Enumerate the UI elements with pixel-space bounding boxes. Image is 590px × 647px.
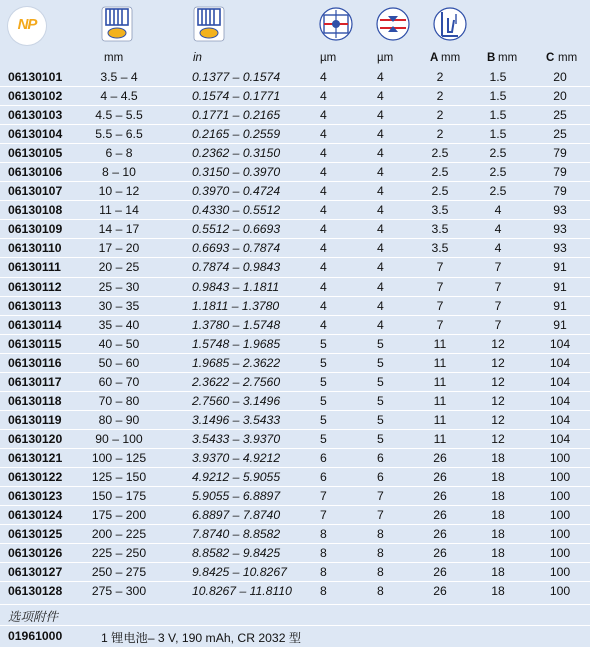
range-inch-cell: 0.9843 – 1.1811 [192, 279, 280, 294]
table-row [0, 316, 590, 335]
part-number-cell: 06130118 [8, 393, 62, 408]
dim-a-cell: 2.5 [431, 165, 449, 180]
table-row [0, 144, 590, 163]
tolerance-1-cell: 5 [320, 336, 327, 351]
dim-a-cell: 26 [433, 469, 447, 484]
range-mm-cell: 175 – 200 [91, 508, 147, 523]
tolerance-1-cell: 4 [320, 146, 327, 161]
dim-b-cell: 18 [491, 508, 505, 523]
unit-mm: mm [104, 52, 124, 64]
part-number-cell: 06130106 [8, 165, 63, 180]
range-inch-cell: 0.1771 – 0.2165 [192, 108, 281, 123]
dim-a-cell: 3.5 [431, 203, 449, 218]
dimension-abc-icon [432, 6, 468, 42]
tolerance-1-cell: 5 [320, 431, 327, 446]
tolerance-1-cell: 4 [320, 241, 327, 256]
range-inch-cell: 7.8740 – 8.8582 [192, 527, 281, 542]
dim-c-cell: 104 [549, 355, 571, 370]
range-inch-cell: 3.5433 – 3.9370 [192, 431, 281, 446]
tolerance-2-cell: 4 [377, 260, 384, 275]
part-number-cell: 06130114 [8, 317, 62, 332]
dim-a-cell: 11 [433, 374, 447, 389]
range-inch-cell: 3.9370 – 4.9212 [192, 450, 281, 465]
optional-row-separator [0, 625, 590, 626]
tolerance-2-cell: 8 [377, 546, 384, 561]
tolerance-2-cell: 5 [377, 374, 384, 389]
dim-b-cell: 1.5 [489, 127, 507, 142]
table-row [0, 182, 590, 201]
part-number-cell: 06130121 [8, 450, 63, 465]
tolerance-2-cell: 4 [377, 127, 384, 142]
unit-b-label: B [487, 52, 496, 64]
dim-b-cell: 12 [491, 355, 505, 370]
optional-accessory-row [0, 627, 590, 646]
part-number-cell: 06130109 [8, 222, 63, 237]
dim-b-cell: 18 [491, 527, 505, 542]
range-mm-cell: 200 – 225 [91, 527, 147, 542]
gauge-inch-icon [193, 6, 225, 42]
tolerance-1-cell: 4 [320, 184, 327, 199]
dim-c-cell: 100 [549, 450, 571, 465]
range-mm-cell: 4 – 4.5 [100, 89, 138, 104]
dim-a-cell: 26 [433, 546, 447, 561]
range-mm-cell: 17 – 20 [98, 241, 140, 256]
range-inch-cell: 10.8267 – 11.8110 [192, 584, 292, 599]
dim-a-cell: 2 [436, 89, 444, 104]
table-row [0, 487, 590, 506]
range-mm-cell: 8 – 10 [102, 165, 136, 180]
range-inch-cell: 1.3780 – 1.5748 [192, 317, 281, 332]
range-mm-cell: 125 – 150 [91, 469, 147, 484]
product-table [0, 68, 590, 601]
tolerance-2-cell: 5 [377, 336, 384, 351]
table-row [0, 582, 590, 601]
tolerance-1-cell: 4 [320, 89, 327, 104]
part-number-cell: 06130110 [8, 241, 62, 256]
table-row [0, 411, 590, 430]
optional-accessories-title: 选项附件 [8, 610, 59, 624]
range-inch-cell: 0.2362 – 0.3150 [192, 146, 281, 161]
dim-c-cell: 100 [549, 527, 571, 542]
tolerance-2-cell: 4 [377, 165, 384, 180]
dim-b-cell: 18 [491, 469, 505, 484]
dim-c-cell: 104 [549, 412, 571, 427]
tolerance-2-cell: 8 [377, 584, 384, 599]
dim-a-cell: 7 [436, 317, 444, 332]
tolerance-2-cell: 4 [377, 108, 384, 123]
part-number-cell: 06130113 [8, 298, 62, 313]
range-inch-cell: 2.7560 – 3.1496 [192, 393, 281, 408]
table-row [0, 525, 590, 544]
part-number-cell: 06130125 [8, 527, 63, 542]
unit-tol1: µm [320, 52, 337, 64]
unit-c-mm: mm [558, 52, 578, 64]
table-row [0, 220, 590, 239]
dim-a-cell: 2 [436, 70, 444, 84]
tolerance-1-cell: 4 [320, 317, 327, 332]
np-badge [8, 7, 46, 45]
range-inch-cell: 0.3150 – 0.3970 [192, 165, 281, 180]
tolerance-2-cell: 8 [377, 565, 384, 580]
unit-tol2: µm [377, 52, 394, 64]
range-mm-cell: 225 – 250 [91, 546, 147, 561]
dim-b-cell: 12 [491, 431, 505, 446]
table-row [0, 297, 590, 316]
dim-b-cell: 12 [491, 336, 505, 351]
table-row [0, 125, 590, 144]
table-row [0, 68, 590, 87]
range-inch-cell: 1.5748 – 1.9685 [192, 336, 281, 351]
dim-a-cell: 26 [433, 584, 447, 599]
table-row [0, 373, 590, 392]
unit-a-label: A [430, 52, 439, 64]
part-number-cell: 06130117 [8, 374, 62, 389]
dim-c-cell: 93 [553, 222, 567, 237]
tolerance-1-cell: 7 [320, 508, 327, 523]
dim-a-cell: 11 [433, 355, 447, 370]
part-number-cell: 06130102 [8, 89, 63, 104]
dim-b-cell: 2.5 [489, 184, 507, 199]
dim-a-cell: 7 [436, 279, 444, 294]
tolerance-2-cell: 4 [377, 241, 384, 256]
tolerance-2-cell: 4 [377, 146, 384, 161]
tolerance-1-cell: 5 [320, 412, 327, 427]
range-mm-cell: 60 – 70 [98, 374, 140, 389]
range-inch-cell: 5.9055 – 6.8897 [192, 489, 281, 504]
dim-b-cell: 12 [491, 412, 505, 427]
table-row [0, 335, 590, 354]
range-mm-cell: 275 – 300 [91, 584, 147, 599]
optional-part-number: 01961000 [8, 629, 63, 643]
tolerance-2-cell: 4 [377, 298, 384, 313]
part-number-cell: 06130111 [8, 260, 61, 275]
table-row [0, 563, 590, 582]
tolerance-1-cell: 4 [320, 127, 327, 142]
tolerance-2-cell: 6 [377, 450, 384, 465]
dim-a-cell: 2 [436, 108, 444, 123]
dim-b-cell: 2.5 [489, 146, 507, 161]
part-number-cell: 06130112 [8, 279, 62, 294]
dim-c-cell: 93 [553, 203, 567, 218]
part-number-cell: 06130127 [8, 565, 63, 580]
table-row [0, 430, 590, 449]
range-mm-cell: 10 – 12 [98, 184, 140, 199]
tolerance-1-cell: 5 [320, 374, 327, 389]
unit-in: in [193, 52, 202, 64]
dim-a-cell: 26 [433, 450, 447, 465]
range-mm-cell: 5.5 – 6.5 [95, 127, 143, 142]
part-number-cell: 06130101 [8, 70, 63, 84]
tolerance-2-cell: 4 [377, 222, 384, 237]
dim-b-cell: 1.5 [489, 89, 507, 104]
part-number-cell: 06130115 [8, 336, 62, 351]
table-row [0, 239, 590, 258]
range-mm-cell: 30 – 35 [98, 298, 140, 313]
dim-a-cell: 2.5 [431, 146, 449, 161]
tolerance-1-cell: 8 [320, 546, 327, 561]
gauge-mm-icon [101, 6, 133, 42]
range-inch-cell: 9.8425 – 10.8267 [192, 565, 287, 580]
dim-c-cell: 91 [553, 298, 567, 313]
range-inch-cell: 8.8582 – 9.8425 [192, 546, 281, 561]
dim-c-cell: 25 [553, 108, 567, 123]
tolerance-2-cell: 4 [377, 70, 384, 84]
dim-a-cell: 26 [433, 489, 447, 504]
dim-a-cell: 26 [433, 508, 447, 523]
tolerance-1-cell: 4 [320, 165, 327, 180]
table-row [0, 278, 590, 297]
dim-c-cell: 100 [549, 489, 571, 504]
tolerance-1-cell: 8 [320, 565, 327, 580]
dim-c-cell: 104 [549, 374, 571, 389]
table-row [0, 506, 590, 525]
dim-b-cell: 4 [494, 241, 502, 256]
dim-a-cell: 7 [436, 298, 444, 313]
dim-a-cell: 11 [433, 412, 447, 427]
dim-c-cell: 100 [549, 565, 571, 580]
part-number-cell: 06130126 [8, 546, 63, 561]
range-inch-cell: 0.2165 – 0.2559 [192, 127, 281, 142]
tolerance-2-cell: 7 [377, 508, 384, 523]
tolerance-2-cell: 5 [377, 393, 384, 408]
dim-c-cell: 104 [549, 393, 571, 408]
part-number-cell: 06130123 [8, 489, 63, 504]
range-mm-cell: 150 – 175 [91, 489, 147, 504]
dim-c-cell: 20 [553, 70, 567, 84]
dim-a-cell: 11 [433, 393, 447, 408]
dim-b-cell: 7 [494, 317, 502, 332]
dim-c-cell: 100 [549, 508, 571, 523]
dim-b-cell: 7 [494, 279, 502, 294]
tolerance-1-cell: 4 [320, 203, 327, 218]
repeatability-target-icon [375, 6, 411, 42]
range-mm-cell: 3.5 – 4 [100, 70, 138, 84]
tolerance-1-cell: 4 [320, 222, 327, 237]
tolerance-1-cell: 4 [320, 70, 327, 84]
range-mm-cell: 70 – 80 [98, 393, 140, 408]
part-number-cell: 06130103 [8, 108, 63, 123]
dim-c-cell: 100 [549, 546, 571, 561]
part-number-cell: 06130116 [8, 355, 62, 370]
part-number-cell: 06130107 [8, 184, 63, 199]
accuracy-target-icon [318, 6, 354, 42]
range-inch-cell: 0.5512 – 0.6693 [192, 222, 281, 237]
tolerance-1-cell: 8 [320, 527, 327, 542]
part-number-cell: 06130119 [8, 412, 62, 427]
tolerance-1-cell: 8 [320, 584, 327, 599]
range-inch-cell: 6.8897 – 7.8740 [192, 508, 281, 523]
range-inch-cell: 0.3970 – 0.4724 [192, 184, 281, 199]
range-mm-cell: 100 – 125 [91, 450, 147, 465]
tolerance-1-cell: 4 [320, 260, 327, 275]
tolerance-2-cell: 4 [377, 184, 384, 199]
dim-a-cell: 11 [433, 336, 447, 351]
table-row [0, 392, 590, 411]
dim-b-cell: 12 [491, 393, 505, 408]
table-row [0, 163, 590, 182]
tolerance-1-cell: 6 [320, 469, 327, 484]
dim-a-cell: 26 [433, 565, 447, 580]
tolerance-2-cell: 4 [377, 203, 384, 218]
dim-b-cell: 18 [491, 584, 505, 599]
range-mm-cell: 4.5 – 5.5 [95, 108, 143, 123]
dim-b-cell: 1.5 [489, 70, 507, 84]
table-row [0, 354, 590, 373]
unit-header-row [0, 50, 590, 68]
header-icon-row [0, 0, 590, 50]
part-number-cell: 06130104 [8, 127, 63, 142]
dim-c-cell: 79 [553, 146, 567, 161]
range-mm-cell: 80 – 90 [98, 412, 140, 427]
dim-c-cell: 104 [549, 431, 571, 446]
dim-a-cell: 2.5 [431, 184, 449, 199]
range-inch-cell: 3.1496 – 3.5433 [192, 412, 281, 427]
part-number-cell: 06130108 [8, 203, 63, 218]
part-number-cell: 06130124 [8, 508, 63, 523]
dim-c-cell: 100 [549, 584, 571, 599]
range-inch-cell: 2.3622 – 2.7560 [192, 374, 281, 389]
range-mm-cell: 40 – 50 [98, 336, 140, 351]
range-inch-cell: 1.9685 – 2.3622 [192, 355, 281, 370]
tolerance-1-cell: 6 [320, 450, 327, 465]
dim-b-cell: 7 [494, 260, 502, 275]
dim-b-cell: 1.5 [489, 108, 507, 123]
dim-a-cell: 11 [433, 431, 447, 446]
dim-c-cell: 91 [553, 317, 567, 332]
table-row [0, 544, 590, 563]
range-mm-cell: 20 – 25 [98, 260, 140, 275]
tolerance-2-cell: 4 [377, 89, 384, 104]
range-inch-cell: 4.9212 – 5.9055 [192, 469, 281, 484]
table-row [0, 87, 590, 106]
range-inch-cell: 0.1377 – 0.1574 [192, 70, 281, 84]
dim-c-cell: 100 [549, 469, 571, 484]
range-inch-cell: 0.4330 – 0.5512 [192, 203, 281, 218]
tolerance-2-cell: 5 [377, 355, 384, 370]
dim-b-cell: 12 [491, 374, 505, 389]
table-row [0, 201, 590, 220]
range-mm-cell: 50 – 60 [98, 355, 140, 370]
table-row [0, 449, 590, 468]
range-mm-cell: 6 – 8 [105, 146, 133, 161]
range-mm-cell: 250 – 275 [91, 565, 147, 580]
part-number-cell: 06130122 [8, 469, 63, 484]
tolerance-1-cell: 5 [320, 355, 327, 370]
dim-a-cell: 26 [433, 527, 447, 542]
optional-separator [0, 604, 590, 605]
dim-b-cell: 18 [491, 489, 505, 504]
part-number-cell: 06130128 [8, 584, 63, 599]
optional-description: 1 锂电池– 3 V, 190 mAh, CR 2032 型 [101, 631, 302, 645]
dim-c-cell: 25 [553, 127, 567, 142]
range-mm-cell: 11 – 14 [99, 203, 139, 218]
tolerance-1-cell: 4 [320, 279, 327, 294]
dim-a-cell: 3.5 [431, 222, 449, 237]
dim-a-cell: 2 [436, 127, 444, 142]
part-number-cell: 06130105 [8, 146, 63, 161]
range-mm-cell: 90 – 100 [95, 431, 143, 446]
range-mm-cell: 35 – 40 [98, 317, 140, 332]
dim-c-cell: 93 [553, 241, 567, 256]
dim-b-cell: 18 [491, 546, 505, 561]
part-number-cell: 06130120 [8, 431, 63, 446]
tolerance-2-cell: 4 [377, 279, 384, 294]
dim-a-cell: 3.5 [431, 241, 449, 256]
range-mm-cell: 14 – 17 [98, 222, 140, 237]
dim-b-cell: 2.5 [489, 165, 507, 180]
dim-c-cell: 104 [549, 336, 571, 351]
unit-a-mm: mm [441, 52, 461, 64]
range-inch-cell: 1.1811 – 1.3780 [192, 298, 280, 313]
tolerance-1-cell: 7 [320, 489, 327, 504]
tolerance-1-cell: 4 [320, 298, 327, 313]
dim-b-cell: 4 [494, 222, 502, 237]
tolerance-1-cell: 4 [320, 108, 327, 123]
dim-c-cell: 91 [553, 260, 567, 275]
range-mm-cell: 25 – 30 [98, 279, 140, 294]
tolerance-2-cell: 5 [377, 431, 384, 446]
tolerance-2-cell: 4 [377, 317, 384, 332]
dim-c-cell: 20 [553, 89, 567, 104]
dim-a-cell: 7 [436, 260, 444, 275]
dim-c-cell: 79 [553, 184, 567, 199]
dim-b-cell: 18 [491, 565, 505, 580]
dim-b-cell: 4 [494, 203, 502, 218]
unit-b-mm: mm [498, 52, 518, 64]
np-label: NP [17, 16, 37, 33]
tolerance-1-cell: 5 [320, 393, 327, 408]
range-inch-cell: 0.7874 – 0.9843 [192, 260, 281, 275]
dim-c-cell: 91 [553, 279, 567, 294]
tolerance-2-cell: 5 [377, 412, 384, 427]
dim-c-cell: 79 [553, 165, 567, 180]
unit-c-label: C [546, 52, 555, 64]
tolerance-2-cell: 7 [377, 489, 384, 504]
tolerance-2-cell: 8 [377, 527, 384, 542]
table-row [0, 258, 590, 277]
dim-b-cell: 7 [494, 298, 502, 313]
range-inch-cell: 0.6693 – 0.7874 [192, 241, 281, 256]
dim-b-cell: 18 [491, 450, 505, 465]
range-inch-cell: 0.1574 – 0.1771 [192, 89, 281, 104]
tolerance-2-cell: 6 [377, 469, 384, 484]
table-row [0, 468, 590, 487]
table-row [0, 106, 590, 125]
